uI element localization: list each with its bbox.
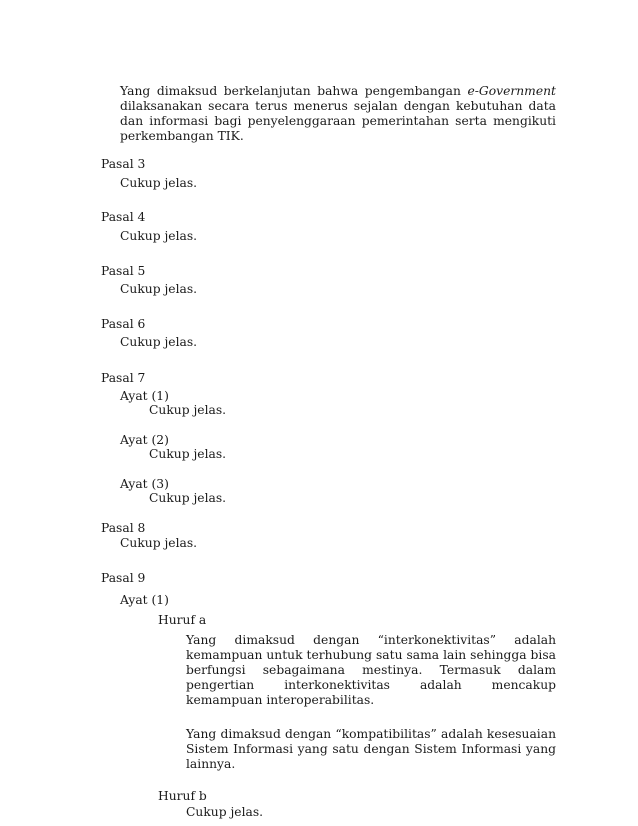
intro-line-1: Yang dimaksud berkelanjutan bahwa pengembangan e-Government [120, 84, 556, 98]
pasal-4-text: Cukup jelas. [120, 229, 198, 243]
pasal-3-text: Cukup jelas. [120, 176, 198, 190]
intro-paragraph: dilaksanakan secara terus menerus sejalan dengan kebutuhan data dan informasi bagi penyelenggaraan pemerintahan serta mengikuti perkembangan TIK. [120, 99, 556, 143]
pasal-5-text: Cukup jelas. [120, 282, 198, 296]
interkonektivitas-paragraph: kemampuan untuk terhubung satu sama lain sehingga bisa berfungsi sebagaimana mestinya. Termasuk dalam pengertian interkonektivitas adalah mencakup kemampuan interoperabilitas. [186, 648, 556, 707]
pasal-8-text: Cukup jelas. [120, 536, 198, 550]
pasal-7-ayat-1-text: Cukup jelas. [149, 403, 227, 417]
kompatibilitas-paragraph: Yang dimaksud dengan “kompatibilitas” adalah kesesuaian Sistem Informasi yang satu dengan Sistem Informasi yang lainnya. [186, 727, 556, 771]
pasal-4-title: Pasal 4 [101, 210, 146, 224]
pasal-6-text: Cukup jelas. [120, 335, 198, 349]
pasal-3-title: Pasal 3 [101, 157, 146, 171]
pasal-6-title: Pasal 6 [101, 317, 146, 331]
pasal-7-ayat-2-label: Ayat (2) [120, 433, 169, 447]
interkonektivitas-line-1: Yang dimaksud dengan “interkonektivitas” adalah [186, 633, 556, 647]
pasal-7-ayat-2-text: Cukup jelas. [149, 447, 227, 461]
huruf-b-label: Huruf b [158, 789, 207, 803]
pasal-5-title: Pasal 5 [101, 264, 146, 278]
huruf-b-text: Cukup jelas. [186, 805, 264, 819]
huruf-a-label: Huruf a [158, 613, 207, 627]
pasal-7-title: Pasal 7 [101, 371, 146, 385]
pasal-7-ayat-3-label: Ayat (3) [120, 477, 169, 491]
pasal-7-ayat-1-label: Ayat (1) [120, 389, 169, 403]
pasal-8-title: Pasal 8 [101, 521, 146, 535]
pasal-9-title: Pasal 9 [101, 571, 146, 585]
pasal-7-ayat-3-text: Cukup jelas. [149, 491, 227, 505]
pasal-9-ayat-1-label: Ayat (1) [120, 593, 169, 607]
e-government-term: e-Government [467, 84, 556, 98]
